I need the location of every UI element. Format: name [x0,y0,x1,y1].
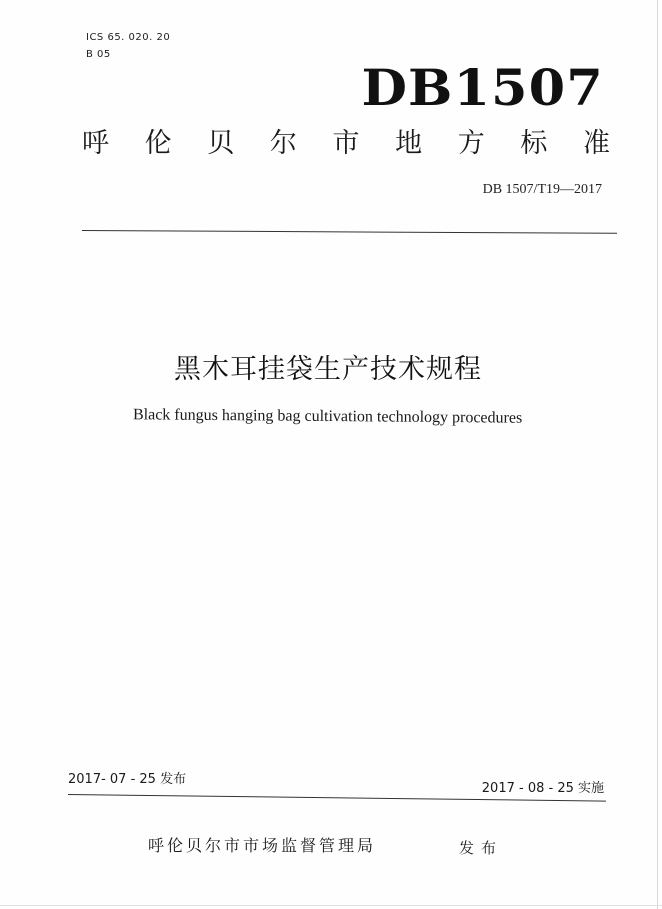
standard-class-char: 地 [395,128,423,159]
standard-class-char: 伦 [144,128,172,159]
standard-class-char: 呼 [82,128,109,159]
standard-class-char: 尔 [269,128,297,159]
issue-date: 2017- 07 - 25 发布 [68,772,187,787]
db-code-mark: DB1507 [361,58,604,117]
scan-edge-bottom [0,905,662,906]
implementation-date: 2017 - 08 - 25 实施 [481,781,604,796]
document-title-en-text: Black fungus hanging bag cultivation technology procedures [133,406,523,427]
issuing-action: 发布 [459,839,504,857]
standard-class-char: 准 [583,128,610,159]
document-title-en [0,406,662,428]
standard-class-title [82,126,610,162]
header-divider [82,230,617,234]
scan-edge-right [657,0,658,909]
document-title-zh-text: 黑木耳挂袋生产技术规程 [174,354,482,385]
standard-class-char: 方 [457,128,485,159]
standard-class-char: 市 [332,128,360,159]
ccs-code: B 05 [86,49,111,60]
issuing-authority: 呼伦贝尔市市场监督管理局 [148,836,377,855]
standard-class-char: 贝 [207,128,235,159]
standard-number: DB 1507/T19—2017 [482,182,602,197]
standard-class-char: 标 [520,128,548,159]
document-title-zh [0,352,662,388]
ics-code: ICS 65. 020. 20 [86,32,171,43]
